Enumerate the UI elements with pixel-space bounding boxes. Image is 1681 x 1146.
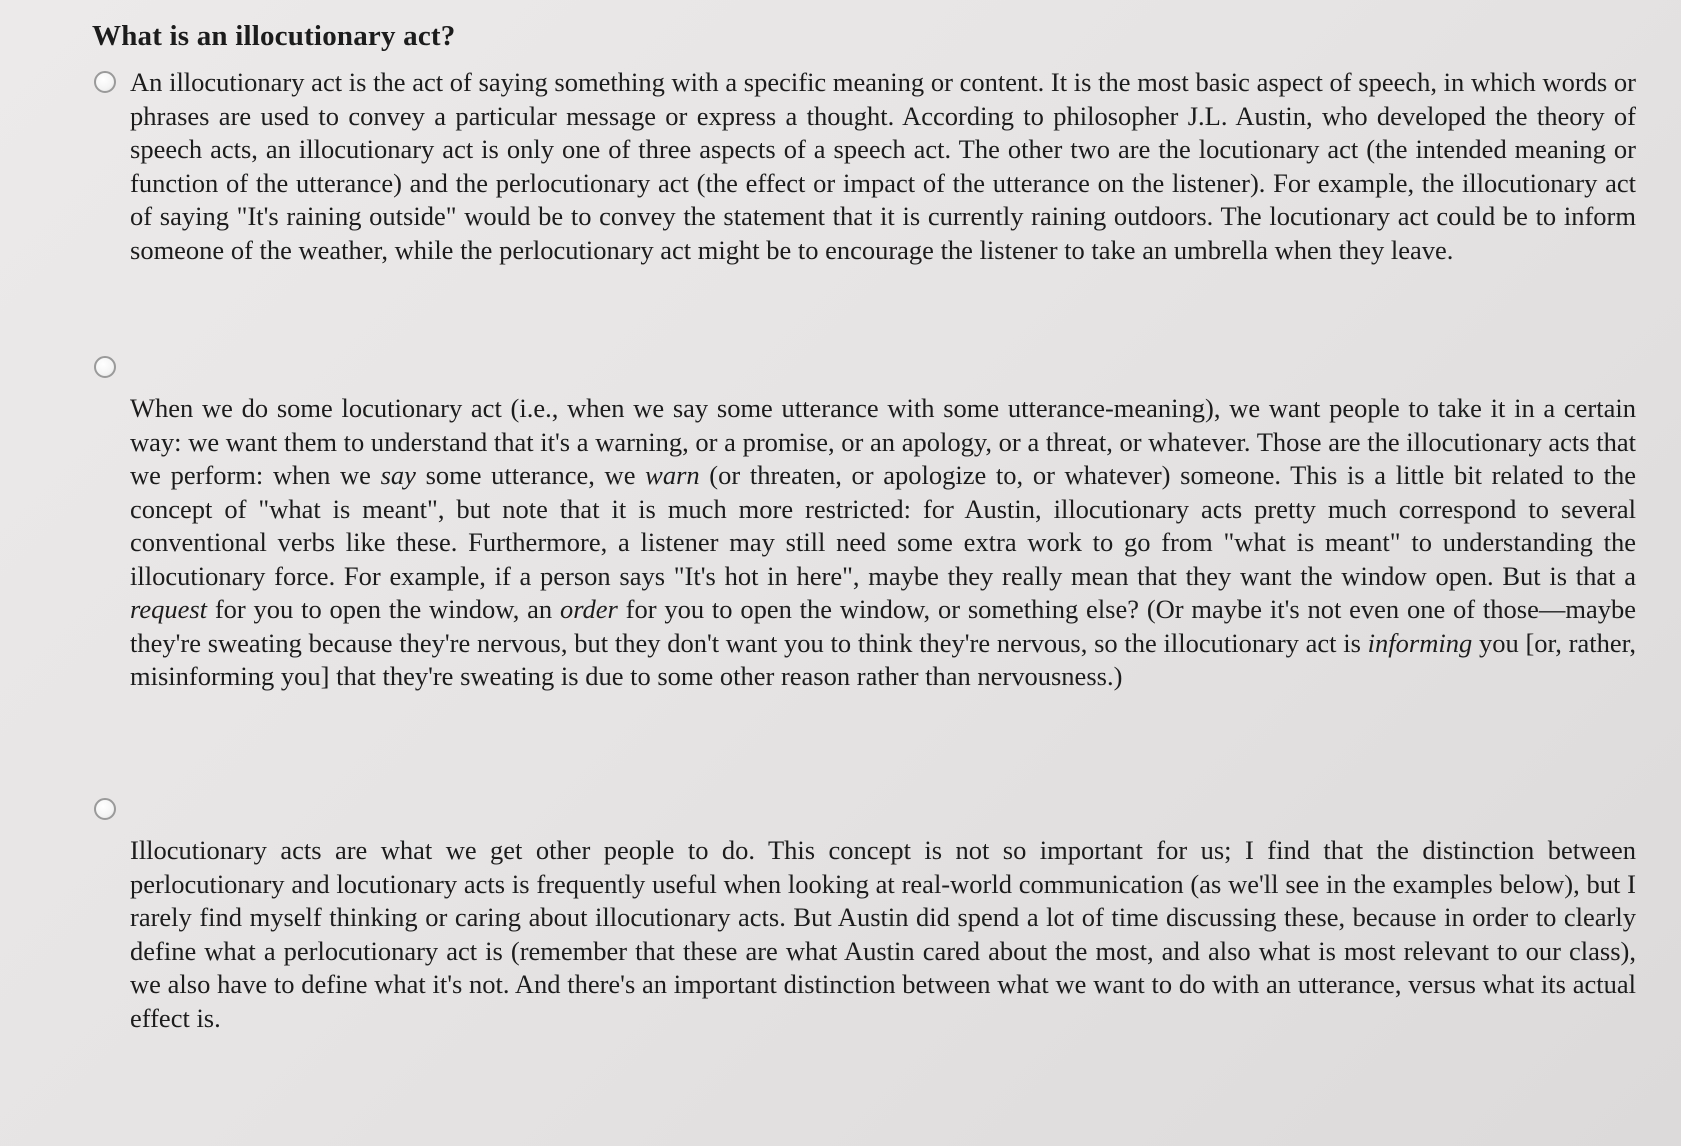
option-2-italic-segment: say	[380, 460, 416, 490]
answer-option-1-text[interactable]: An illocutionary act is the act of saying something with a specific meaning or content. It is the most basic aspect of speech, in which words or phrases are used to convey a particular message or express a thought. According to philosopher J.L. Austin, who developed the theory of speech acts, an illocutionary act is only one of three aspects of a speech act. The other two are the locutionary act (the intended meaning or function of the utterance) and the perlocutionary act (the effect or impact of the utterance on the listener). For example, the illocutionary act of saying "It's raining outside" would be to convey the statement that it is currently raining outdoors. The locutionary act could be to inform someone of the weather, while the perlocutionary act might be to encourage the listener to take an umbrella when they leave.	[130, 67, 1636, 265]
option-2-italic-segment: warn	[645, 460, 700, 490]
answer-option-3-text[interactable]: Illocutionary acts are what we get other people to do. This concept is not so important for us; I find that the distinction between perlocutionary and locutionary acts is frequently useful when looking at real-world communication (as we'll see in the examples below), but I rarely find myself thinking or caring about illocutionary acts. But Austin did spend a lot of time discussing these, because in order to clearly define what a perlocutionary act is (remember that these are what Austin cared about the most, and also what is most relevant to our class), we also have to define what it's not. And there's an important distinction between what we want to do with an utterance, versus what its actual effect is.	[130, 835, 1636, 1033]
radio-button-option-2[interactable]	[94, 356, 116, 378]
radio-button-option-3[interactable]	[94, 798, 116, 820]
option-2-segment: for you to open the window, or something else? (Or maybe it's not even one of those—maybe they're sweating because they're nervous, but they don't want you to think they're nervous, so the illocutionary act is	[130, 594, 1637, 658]
option-2-italic-segment: informing	[1367, 627, 1473, 658]
option-2-segment: some utterance, we	[415, 460, 646, 490]
option-2-segment: you [or, rather, misinforming you] that they're sweating is due to some other reason rather than nervousness.)	[130, 627, 1636, 691]
option-2-italic-segment: request	[130, 594, 208, 624]
radio-button-option-1[interactable]	[94, 71, 116, 93]
option-2-segment: When we do some locutionary act (i.e., when we say some utterance with some utterance-meaning), we want people to take it in a certain way: we want them to understand that it's a warning, or a promise, or an apology, or a threat, or whatever. Those are the illocutionary acts that we perform: when we	[130, 393, 1636, 490]
option-2-segment: for you to open the window, an	[207, 594, 560, 624]
option-2-italic-segment: order	[559, 594, 618, 624]
option-2-segment: (or threaten, or apologize to, or whatever) someone. This is a little bit related to the concept of "what is meant", but note that it is much more restricted: for Austin, illocutionary acts pretty much correspond to several conventional verbs like these. Furthermore, a listener may still need some extra work to go from "what is meant" to understanding the illocutionary force. For example, if a person says "It's hot in here", maybe they really mean that they want the window open. But is that a	[130, 460, 1636, 591]
answer-option-2-text[interactable]	[130, 392, 1636, 694]
question-title: What is an illocutionary act?	[92, 20, 456, 52]
